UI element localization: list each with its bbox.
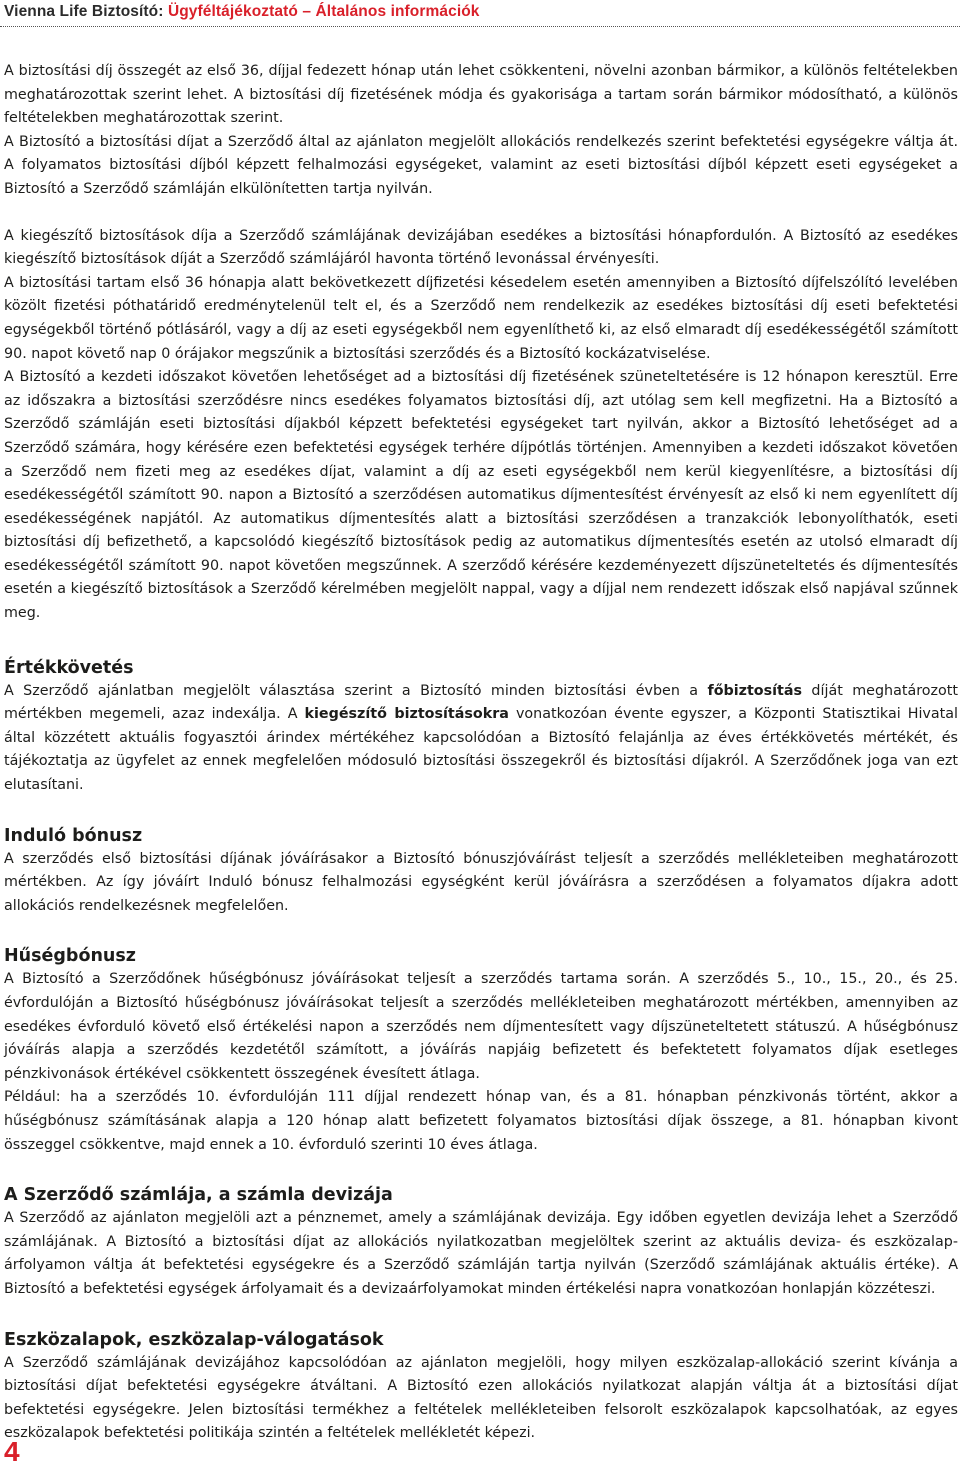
header-divider <box>0 26 960 27</box>
paragraph-loyalty-bonus: A Biztosító a Szerződőnek hűségbónusz jóváírásokat teljesít a szerződés tartama során. A szerződés 5., 10., 15., 20., és 25. évfordulóján a Biztosító hűségbónusz jóváírásokat teljesít a szerződés mellékleteiben meghatározott mértékben, amennyiben az esedékes évforduló követő első értékelési napon a szerződés nem díjmentesített vagy díjszüneteltetett státuszú. A hűségbónusz jóváírás alapja a szerződés kezdetétől számított, a jóváírás napjáig befizetett és befektetett folyamatos díjak esetleges pénzkivonások értékével csökkentett összegének évesített átlaga. <box>4 971 958 1082</box>
page-number: 4 <box>4 1436 20 1467</box>
text-segment: díját meghatározott mértékben megemeli, azaz indexálja. A <box>4 682 958 723</box>
section-title: A Szerződő számlája, a számla devizája <box>4 1185 393 1206</box>
section-title: Hűségbónusz <box>4 946 136 967</box>
section-eszkozalapok <box>4 1328 958 1446</box>
paragraph-supplementary-fees: A kiegészítő biztosítások díja a Szerződő számlájának devizájában esedékes a biztosítási hónapfordulón. A Biztosító az esedékes kiegészítő biztosítások díját a Szerződő számlájáról havonta történő levonással érvényesíti. <box>4 227 958 268</box>
section-husegbonusz <box>4 944 958 1157</box>
section-szamla <box>4 1183 958 1301</box>
section-ertekkovetes <box>4 656 958 798</box>
paragraph-payment-delay: A biztosítási tartam első 36 hónapja alatt bekövetkezett díjfizetési késedelem esetén amennyiben a Biztosító díjfelszólító levelében közölt fizetési póthatáridő eredménytelenül telt el, és a Szerződő nem rendelkezik az esedékes biztosítási díj eseti befektetési egységekből történő pótlásáról, vagy a díj az eseti egységekből nem egyenlíthető ki, az első elmaradt díj esedékességétől számított 90. napot követő nap 0 órájakor megszűnik a biztosítási szerződés és a Biztosító kockázatviselése. <box>4 274 958 362</box>
section-indulo-bonusz <box>4 824 958 919</box>
section-title: Eszközalapok, eszközalap-válogatások <box>4 1329 384 1350</box>
running-header <box>4 3 480 21</box>
header-section-title: Ügyféltájékoztató – Általános információk <box>167 3 480 20</box>
text-segment: vonatkozóan évente egyszer, a Központi Statisztikai Hivatal által közzétett aktuális fogyasztói árindex mértékéhez kapcsolódóan a Biztosító felajánlja az éves értékkövetés mértékét, és tájékoztatja az ügyfelet az ennek megfelelően módosuló biztosítási összegekről és biztosítási díjakról. A Szerződőnek joga van ezt elutasítani. <box>4 706 958 794</box>
paragraph-premium-change: A biztosítási díj összegét az első 36, díjjal fedezett hónap után lehet csökkenteni, növelni azonban bármikor, a különös feltételekben meghatározottak szerint lehet. A biztosítási díj fizetésének módja és gyakorisága a tartam során bármikor módosítható, a különös feltételekben meghatározottak szerint. <box>4 63 958 127</box>
paragraph-premium-suspension: A Biztosító a kezdeti időszakot követően lehetőséget ad a biztosítási díj fizetésének szüneteltetésére is 12 hónapon keresztül. Erre az időszakra a biztosítási szerződésre nincs esedékes folyamatos biztosítási díj, azt utólag sem kell megfizetni. Ha a Biztosító a Szerződő számláján eseti biztosítási díjakból képzett befektetési egységeket tart nyilván, akkor a Biztosító lehetőséget ad a Szerződő számára, hogy kérésére ezen befektetési egységek terhére díjpótlás történjen. Amennyiben a kezdeti időszakot követően a Szerződő nem fizeti meg az esedékes díjat, valamint a díj az eseti egységekből nem kerül kiegyenlítésre, a biztosítási díj esedékességétől számított 90. napon a Biztosító a szerződésen automatikus díjmentesítést érvényesít az első ki nem egyenlített díj esedékességének napjától. Az automatikus díjmentesítés alatt a biztosítási szerződésen a tranzakciók lebonyolíthatók, eseti biztosítási díj befizethető, a kapcsolódó kiegészítő biztosítások pedig az automatikus díjmentesítés esetén az utolsó elmaradt díj esedékességétől számított 90. napot követően megszűnnek. A szerződő kérésére kezdeményezett díjszüneteltetés és díjmentesítés esetén a kiegészítő biztosítások a Szerződő kérelmében megjelölt nappal, vagy a díjjal nem rendezett időszak első napjával szűnnek meg. <box>4 369 958 622</box>
paragraph-account-currency: A Szerződő az ajánlaton megjelöli azt a pénznemet, amely a számlájának devizája. Egy időben egyetlen devizája lehet a Szerződő számlájának. A Biztosító a biztosítási díjat az allokációs nyilatkozatban megjelöltek szerint az aktuális deviza- és eszközalap-árfolyamon váltja át befektetési egységekre és a Szerződő számláján tartja nyilván (Szerződő számlájának aktuális értéke). A Biztosító a befektetési egységek árfolyamait és a devizaárfolyamokat minden értékelési napra vonatkozóan honlapján közzéteszi. <box>4 1210 958 1297</box>
emphasis-supplementary-insurance: kiegészítő biztosításokra <box>304 706 509 723</box>
document-body <box>4 60 958 1446</box>
paragraph-starting-bonus: A szerződés első biztosítási díjának jóváírásakor a Biztosító bónuszjóváírást teljesít a szerződés mellékleteiben meghatározott mértékben. Az így jóváírt Induló bónusz felhalmozási egységként kerül jóváírásra a szerződésen a folyamatos díjakra adott allokációs rendelkezésnek megfelelően. <box>4 850 958 914</box>
section-title: Értékkövetés <box>4 657 134 678</box>
section-title: Induló bónusz <box>4 825 143 846</box>
paragraph-allocation: A Biztosító a biztosítási díjat a Szerződő által az ajánlaton megjelölt allokációs rendelkezés szerint befektetési egységekre váltja át. A folyamatos biztosítási díjból képzett felhalmozási egységeket, valamint az eseti biztosítási díjból képzett eseti egységeket a Biztosító a Szerződő számláján elkülönítetten tartja nyilván. <box>4 133 958 197</box>
paragraph-loyalty-example: Például: ha a szerződés 10. évfordulóján 111 díjjal rendezett hónap van, és a 81. hónapban pénzkivonás történt, akkor a hűségbónusz számításának alapja a 120 hónap alatt befizetett folyamatos biztosítási díjak összege, a 81. hónapban kivont összeggel csökkentve, majd ennek a 10. évforduló szerinti 10 éves átlaga. <box>4 1089 958 1153</box>
paragraph-indexation <box>4 680 958 798</box>
header-brand: Vienna Life Biztosító: <box>4 3 164 20</box>
text-segment: A Szerződő ajánlatban megjelölt választása szerint a Biztosító minden biztosítási évben a <box>4 682 708 699</box>
paragraph-asset-funds: A Szerződő számlájának devizájához kapcsolódóan az ajánlaton megjelöli, hogy milyen eszközalap-allokáció szerint kívánja a biztosítási díjat befektetési egységekre átváltani. A Biztosító ezen allokációs nyilatkozat alapján váltja át a biztosítási díjat befektetési egységekre. Jelen biztosítási termékhez a feltételek mellékleteiben felsorolt eszközalapok kapcsolhatóak, az egyes eszközalapok befektetési politikája szintén a feltételek mellékletét képezi. <box>4 1354 958 1442</box>
emphasis-main-insurance: főbiztosítás <box>707 682 803 699</box>
